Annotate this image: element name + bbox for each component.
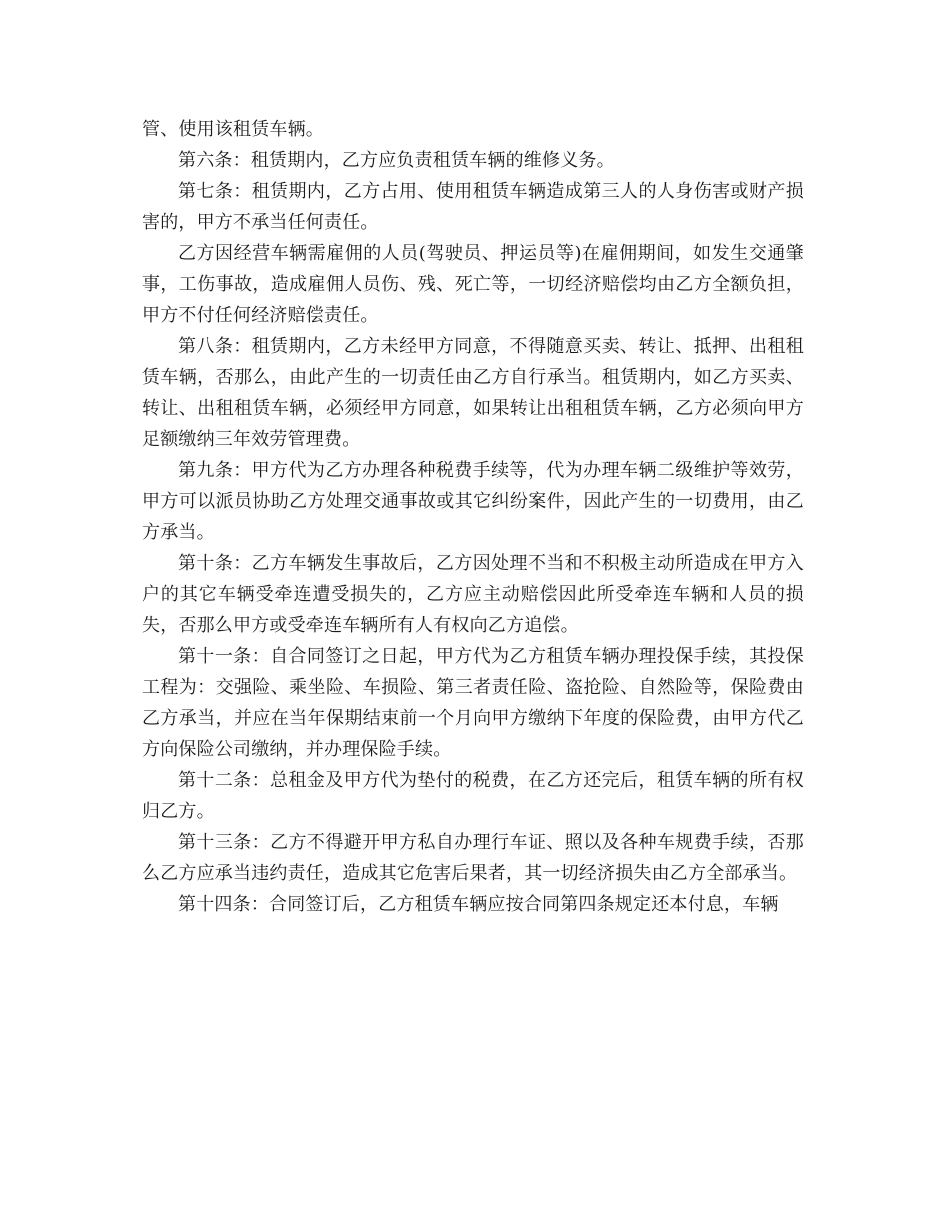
- paragraph-article-7: 第七条：租赁期内，乙方占用、使用租赁车辆造成第三人的人身伤害或财产损害的，甲方不承当任何责任。: [142, 181, 804, 233]
- paragraph-article-11: 第十一条：自合同签订之日起，甲方代为乙方租赁车辆办理投保手续，其投保工程为：交强险、乘坐险、车损险、第三者责任险、盗抢险、自然险等，保险费由乙方承当，并应在当年保期结束前一个月向甲方缴纳下年度的保险费，由甲方代乙方向保险公司缴纳，并办理保险手续。: [142, 646, 804, 760]
- paragraph-continuation: 管、使用该租赁车辆。: [142, 119, 324, 140]
- paragraph-article-10: 第十条：乙方车辆发生事故后，乙方因处理不当和不积极主动所造成在甲方入户的其它车辆受牵连遭受损失的，乙方应主动赔偿因此所受牵连车辆和人员的损失，否那么甲方或受牵连车辆所有人有权向乙方追偿。: [142, 553, 804, 636]
- paragraph-article-12: 第十二条：总租金及甲方代为垫付的税费，在乙方还完后，租赁车辆的所有权归乙方。: [142, 770, 804, 822]
- paragraph-article-7-supplement: 乙方因经营车辆需雇佣的人员(驾驶员、押运员等)在雇佣期间，如发生交通肇事，工伤事故，造成雇佣人员伤、残、死亡等，一切经济赔偿均由乙方全额负担，甲方不付任何经济赔偿责任。: [142, 243, 804, 326]
- paragraph-article-9: 第九条：甲方代为乙方办理各种税费手续等，代为办理车辆二级维护等效劳，甲方可以派员协助乙方处理交通事故或其它纠纷案件，因此产生的一切费用，由乙方承当。: [142, 460, 804, 543]
- paragraph-article-13: 第十三条：乙方不得避开甲方私自办理行车证、照以及各种车规费手续，否那么乙方应承当违约责任，造成其它危害后果者，其一切经济损失由乙方全部承当。: [142, 832, 804, 884]
- paragraph-article-14: 第十四条：合同签订后，乙方租赁车辆应按合同第四条规定还本付息，车辆: [178, 894, 779, 915]
- paragraph-article-8: 第八条：租赁期内，乙方未经甲方同意，不得随意买卖、转让、抵押、出租租赁车辆，否那么，由此产生的一切责任由乙方自行承当。租赁期内，如乙方买卖、转让、出租租赁车辆，必须经甲方同意，如果转让出租租赁车辆，乙方必须向甲方足额缴纳三年效劳管理费。: [142, 336, 804, 450]
- document-body: [142, 114, 804, 920]
- paragraph-article-6: 第六条：租赁期内，乙方应负责租赁车辆的维修义务。: [178, 150, 615, 171]
